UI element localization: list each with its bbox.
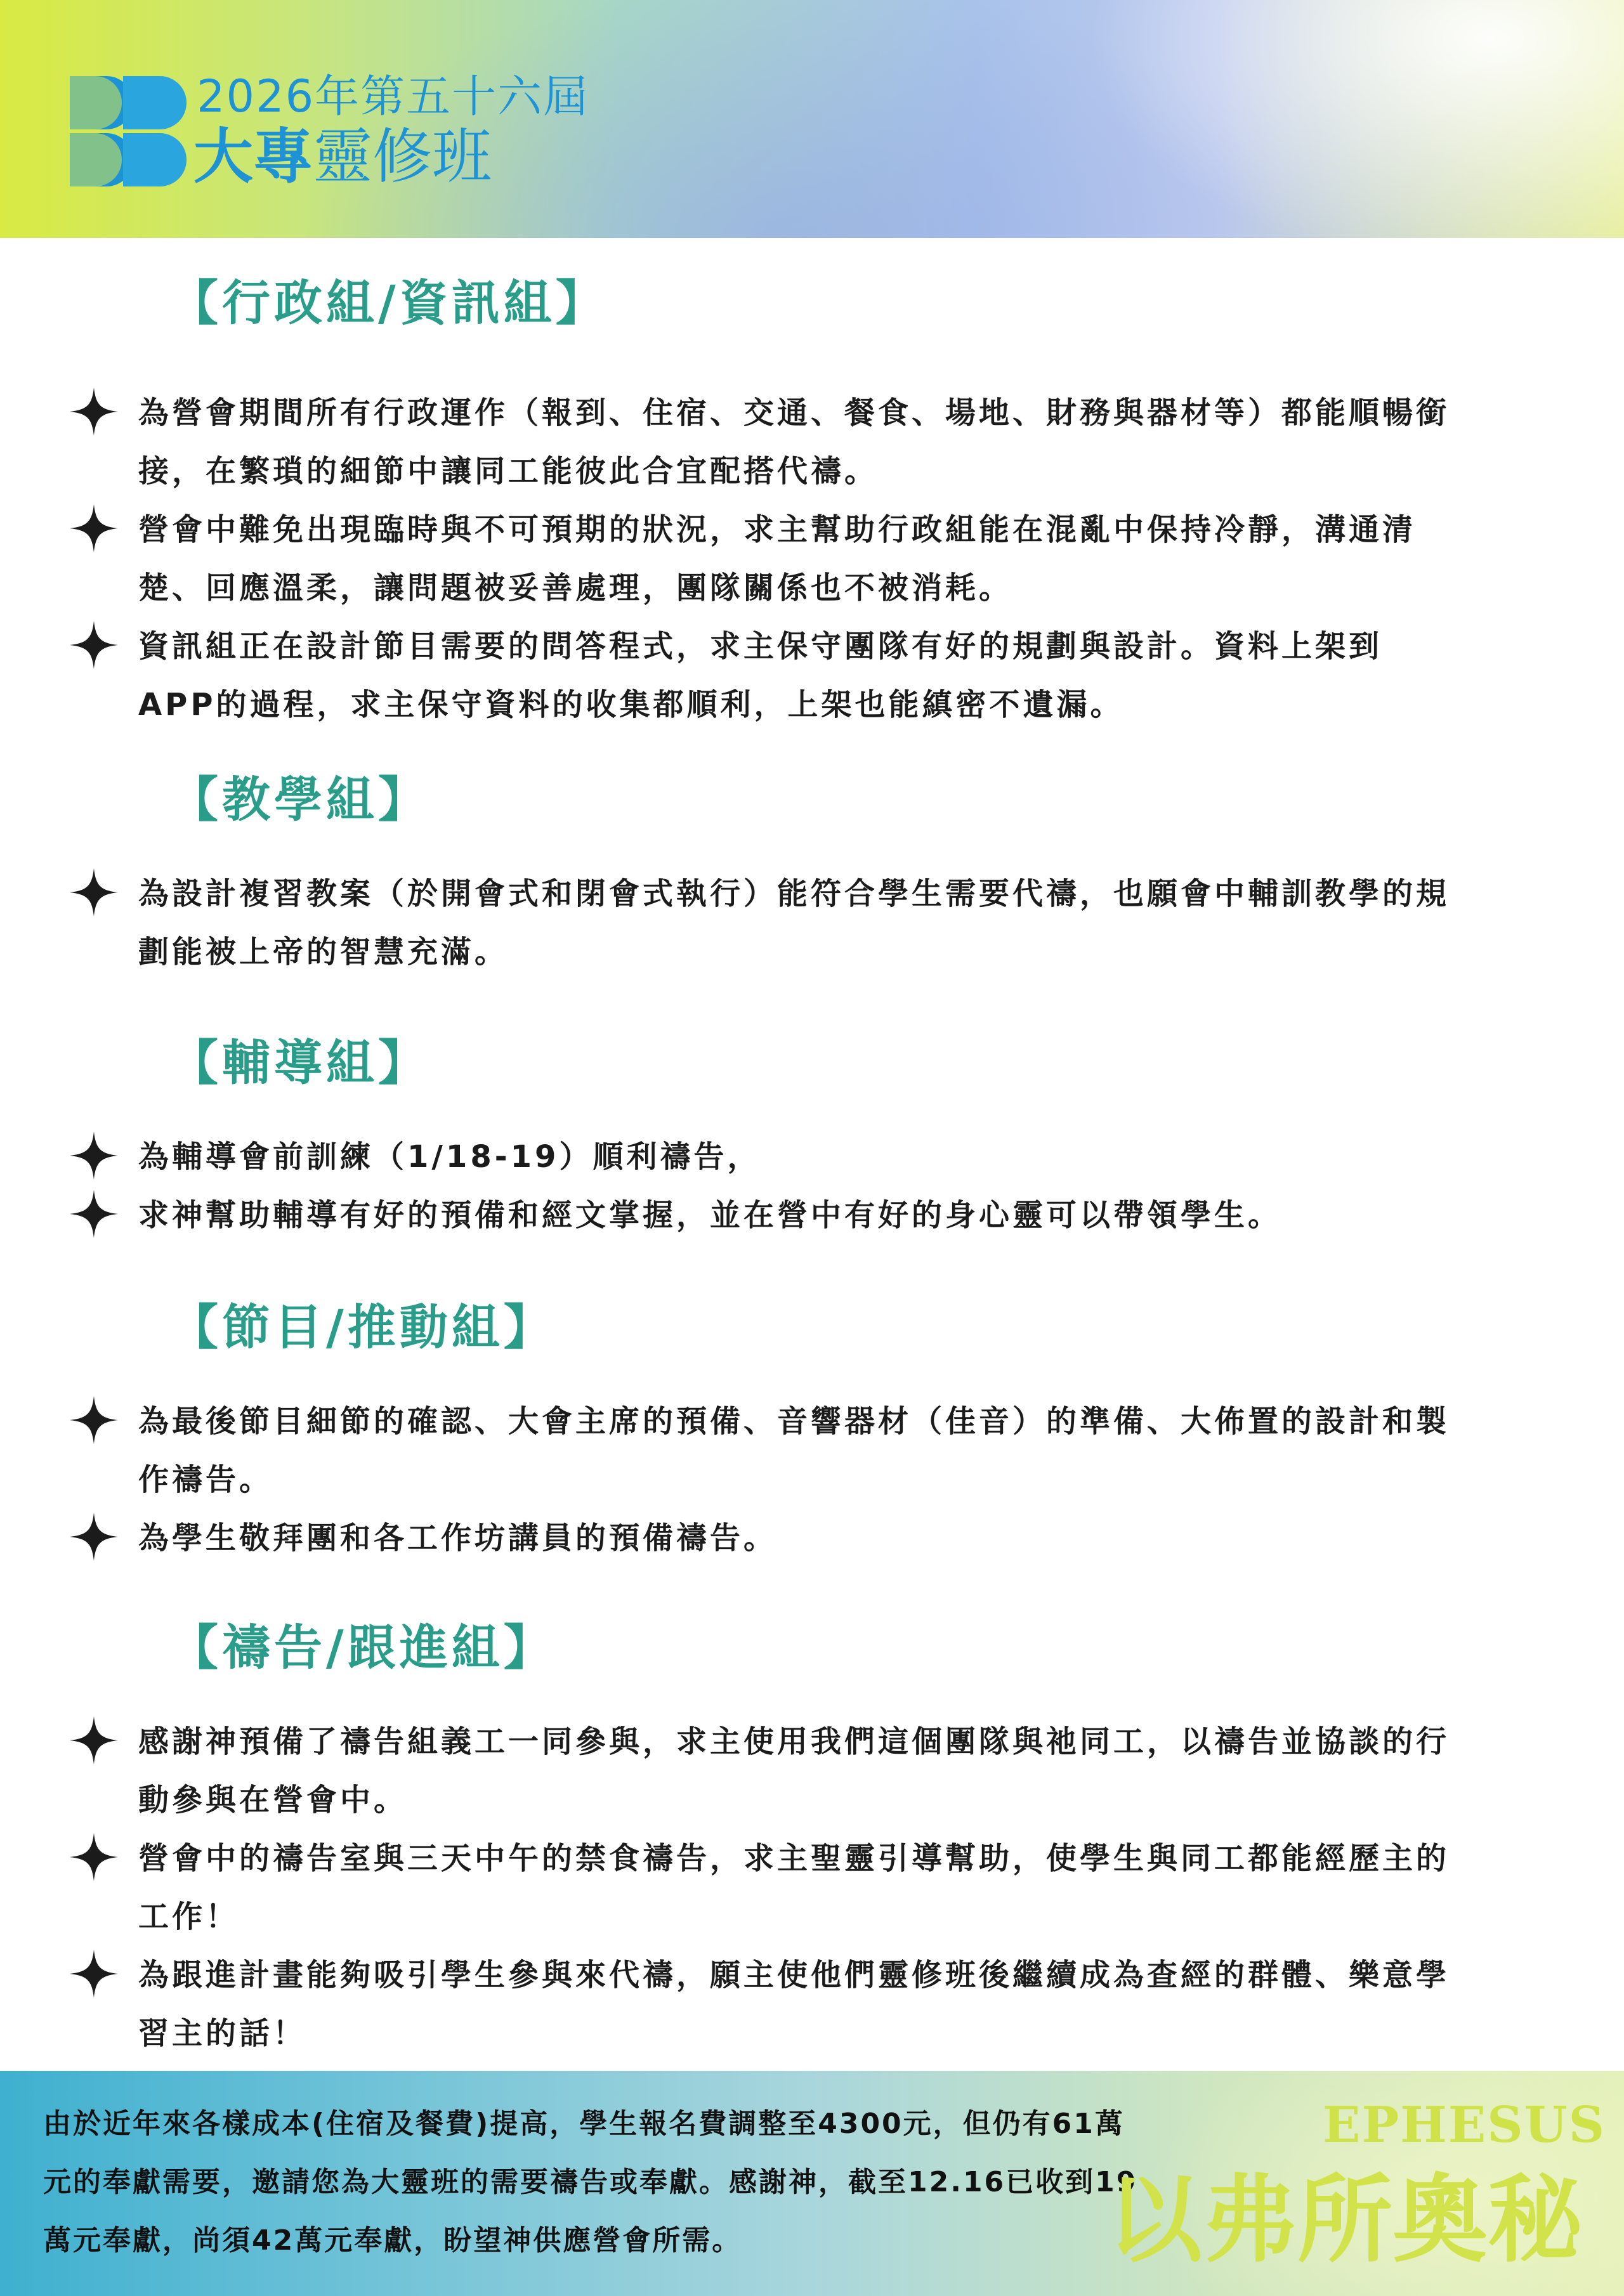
four-point-star-icon [70, 388, 118, 436]
four-point-star-icon [70, 1396, 118, 1444]
bullet-text: 為學生敬拜團和各工作坊講員的預備禱告。 [138, 1520, 778, 1556]
four-point-star-icon [70, 1190, 118, 1238]
bullet-text: 資訊組正在設計節目需要的問答程式，求主保守團隊有好的規劃與設計。資料上架到 APP的過程，求主保守資料的收集都順利，上架也能縝密不遺漏。 [138, 629, 1383, 722]
section-title: 【輔導組】 [170, 1034, 430, 1091]
four-point-star-icon [70, 1833, 118, 1881]
four-point-star-icon [70, 1513, 118, 1561]
brand-chinese: 以弗所奧秘 [1107, 2164, 1583, 2276]
event-year-edition: 2026年第五十六屆 [197, 70, 589, 122]
offering-notice: 由於近年來各樣成本(住宿及餐費)提高，學生報名費調整至4300元，但仍有61萬元的奉獻需要，邀請您為大靈班的需要禱告或奉獻。感謝神，截至12.16已收到19萬元奉獻，尚須42萬元奉獻，盼望神供應營會所需。 [43, 2108, 1138, 2257]
header-banner [0, 0, 1624, 238]
bullet-text: 為設計複習教案（於開會式和閉會式執行）能符合學生需要代禱，也願會中輔訓教學的規劃能被上帝的智慧充滿。 [138, 876, 1450, 970]
four-point-star-icon [70, 1132, 118, 1180]
bullet-text: 為營會期間所有行政運作（報到、住宿、交通、餐食、場地、財務與器材等）都能順暢銜接，在繁瑣的細節中讓同工能彼此合宜配搭代禱。 [138, 395, 1450, 489]
bullet-text: 為最後節目細節的確認、大會主席的預備、音響器材（佳音）的準備、大佈置的設計和製作禱告。 [138, 1404, 1450, 1497]
event-name-light: 靈修班 [313, 122, 492, 192]
section-title: 【節目/推動組】 [170, 1299, 556, 1355]
section-title: 【行政組/資訊組】 [170, 275, 608, 331]
four-point-star-icon [70, 621, 118, 669]
section-title: 【教學組】 [170, 771, 430, 828]
four-point-star-icon [70, 868, 118, 916]
double-b-logo-icon [70, 71, 190, 192]
event-name-bold: 大專 [193, 122, 313, 192]
prayer-content [0, 238, 1624, 2071]
bullet-text: 為跟進計畫能夠吸引學生參與來代禱，願主使他們靈修班後繼續成為查經的群體、樂意學習主的話！ [138, 1957, 1450, 2051]
bullet-text: 求神幫助輔導有好的預備和經文掌握，並在營中有好的身心靈可以帶領學生。 [138, 1197, 1282, 1233]
footer-banner [0, 2071, 1624, 2296]
four-point-star-icon [70, 1716, 118, 1764]
bullet-text: 營會中的禱告室與三天中午的禁食禱告，求主聖靈引導幫助，使學生與同工都能經歷主的工作！ [138, 1841, 1450, 1934]
bullet-text: 感謝神預備了禱告組義工一同參與，求主使用我們這個團隊與祂同工，以禱告並協談的行動參與在營會中。 [138, 1724, 1450, 1818]
event-name [193, 124, 492, 190]
four-point-star-icon [70, 504, 118, 552]
bullet-text: 營會中難免出現臨時與不可預期的狀況，求主幫助行政組能在混亂中保持冷靜，溝通清楚、回應溫柔，讓問題被妥善處理，團隊關係也不被消耗。 [138, 512, 1417, 606]
brand-english: EPHESUS [1323, 2096, 1606, 2154]
bullet-text: 為輔導會前訓練（1/18-19）順利禱告， [138, 1139, 761, 1175]
four-point-star-icon [70, 1950, 118, 1998]
section-title: 【禱告/跟進組】 [170, 1619, 556, 1676]
